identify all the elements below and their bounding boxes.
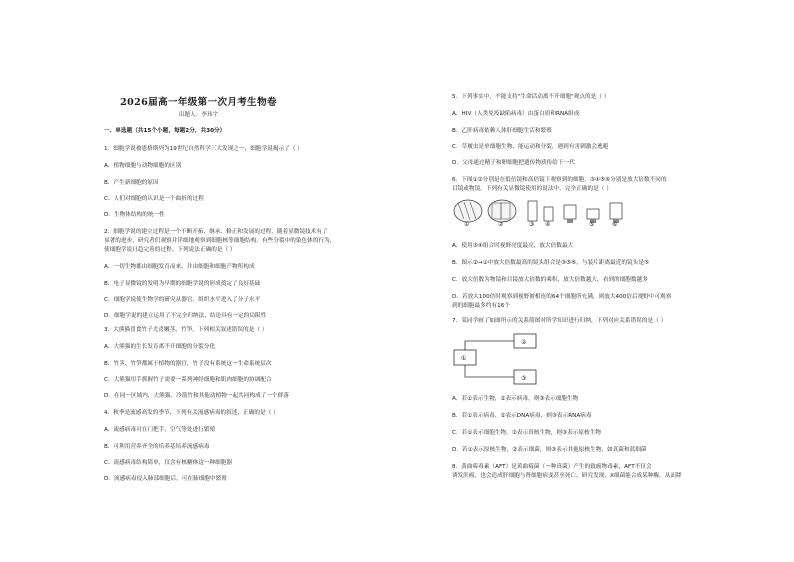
exam-author: 出题人：李玮宇 xyxy=(178,112,219,118)
option-d: D．若①表示原核生物，②表示细菌，则③表示其他原核生物，如真菌和蓝细菌 xyxy=(452,447,647,453)
option-d: D．生物体结构的统一性 xyxy=(104,212,165,218)
svg-text:④: ④ xyxy=(545,221,551,227)
question-stem: 3．大熊猫喜食竹子尤喜嫩茎、竹笋。下列相关叙述错误的是（ ） xyxy=(104,327,268,333)
option-c: C．细胞学说使生物学的研究从器官、组织水平进入了分子水平 xyxy=(104,297,261,303)
question-stem-line2: 目镜或物镜。下列有关显微镜使用的说法中，完全正确的是（ ） xyxy=(452,186,612,192)
question-stem: 1．细胞学说被恩格斯列为19世纪自然科学三大发现之一，细胞学说揭示了（ ） xyxy=(104,146,303,152)
option-b: B．乙肝病毒依赖人体肝细胞生活和繁殖 xyxy=(452,128,552,134)
microscope-figure xyxy=(452,197,652,227)
objective-lens-icon xyxy=(564,205,576,219)
option-b: B．竹茎、竹笋都属于植物的器官，竹子没有系统这一生命系统层次 xyxy=(104,361,272,367)
question-stem: 7．某同学画了如图所示的关系简图对所学知识进行归纳，下列对应关系错误的是（ ） xyxy=(452,318,667,324)
option-c: C．若①表示细胞生物，②表示真核生物，则③表示原核生物 xyxy=(452,430,601,436)
option-a: A．HIV（人类免疫缺陷病毒）由蛋白质和RNA组成 xyxy=(452,111,580,117)
eyepiece-short-icon xyxy=(544,207,553,221)
option-c: C．大熊猫用手抓握竹子需要一系列神经细胞和肌肉细胞的协调配合 xyxy=(104,377,272,383)
question-stem: 8．黄曲霉毒素（AFT）是黄曲霉菌（一种真菌）产生的致癌物毒素，AFT不仅会 xyxy=(452,464,652,470)
svg-text:⑥: ⑥ xyxy=(612,221,618,227)
question-stem-line2: 显著的进步，研究者们观察并详细地观察到细胞核等细胞结构，有些分裂中的染色体的行为， xyxy=(104,238,336,244)
section-heading: 一、单选题（共15个小题，每题2分，共30分） xyxy=(104,128,226,134)
svg-text:②: ② xyxy=(498,221,504,227)
node-1-label: ① xyxy=(461,355,467,362)
question-stem: 2．细胞学说的建立过程是一个不断开拓、继承、修正和发展的过程，随着显微镜技术有了 xyxy=(104,229,328,235)
option-c: C．流感病毒结构简单，仅含有核糖体这一种细胞器 xyxy=(104,460,233,466)
question-stem: 4．秋季是流感高发的季节，下列有关流感病毒的叙述，正确的是（ ） xyxy=(104,410,279,416)
option-a: A．使用③④组合时视野亮度最亮，放大倍数最大 xyxy=(452,243,574,249)
question-stem: 6．下图①②分别是在低倍镜和高倍镜下观察到的细胞，③④⑤⑥分别是放大倍数不同的 xyxy=(452,177,667,183)
option-d: D．细胞学说的建立运用了不完全归纳法，结论具有一定的局限性 xyxy=(104,313,267,319)
option-a: A．大熊猫的生长发育离不开细胞的分裂分化 xyxy=(104,344,216,350)
option-d-line2: 到的细胞最多约有16个 xyxy=(452,303,511,309)
node-3-label: ③ xyxy=(521,375,527,382)
option-b: B．电子显微镜的发明为早期的细胞学说的形成奠定了良好基础 xyxy=(104,281,261,287)
exam-title: 2026届高一年级第一次月考生物卷 xyxy=(120,97,277,108)
option-c: C．人们对细胞的认识是一个曲折的过程 xyxy=(104,196,204,202)
objective-lens-icon xyxy=(610,203,622,219)
question-stem-line3: 使细胞学说日趋完善的过程。下列说法正确的是（ ） xyxy=(104,247,236,253)
question-stem-line2: 诱发肝癌，也会造成肝细胞与肾细胞病变甚至死亡。研究发现，X细菌能合成某种酶，从而降 xyxy=(452,473,682,479)
objective-lens-icon xyxy=(587,209,599,219)
svg-text:①: ① xyxy=(464,221,470,227)
option-a: A．一切生物都由细胞发育而来，并由细胞和细胞产物所构成 xyxy=(104,264,255,270)
node-2-label: ② xyxy=(521,339,527,346)
option-a: A．流感病毒可在门把手、空气等处进行繁殖 xyxy=(104,427,216,433)
option-a: A．植物细胞与动物细胞的区别 xyxy=(104,163,182,169)
option-a: A．若①表示生物，②表示病毒，则③表示细胞生物 xyxy=(452,396,579,402)
option-b: B．可利用营养齐全的培养基培养流感病毒 xyxy=(104,444,210,450)
relationship-diagram xyxy=(452,330,552,388)
option-b: B．图示②→①中放大倍数最高的镜头组合是③⑤⑥，与装片距离最近的镜头是⑤ xyxy=(452,260,650,266)
option-d: D．父母通过精子和卵细胞把遗传物质传给下一代 xyxy=(452,160,575,166)
option-d: D．若放大100倍时观察到视野被相连的64个细胞所充满，则放大400倍后视野中可观察 xyxy=(452,294,672,300)
question-stem: 5．下列事实中，不能支持"生命活动离不开细胞"观点的是（ ） xyxy=(452,94,610,100)
eyepiece-long-icon xyxy=(528,201,537,221)
option-d: D．在同一区域内，大熊猫、冷箭竹和其他动植物一起共同构成了一个群落 xyxy=(104,393,289,399)
option-c: C．草履虫是单细胞生物，能运动和分裂，遇到有害刺激会逃避 xyxy=(452,144,609,150)
option-b: B．产生新细胞的原因 xyxy=(104,180,159,186)
option-b: B．若①表示病毒，②表示DNA病毒，则③表示RNA病毒 xyxy=(452,413,592,419)
option-c: C．放大倍数为物镜和目镜放大倍数的乘积，放大倍数越大，看到的细胞数越多 xyxy=(452,277,648,283)
svg-text:⑤: ⑤ xyxy=(589,221,595,227)
option-d: D．流感病毒侵入肺部细胞后，可在肺细胞中繁殖 xyxy=(104,476,227,482)
svg-text:③: ③ xyxy=(529,221,535,227)
